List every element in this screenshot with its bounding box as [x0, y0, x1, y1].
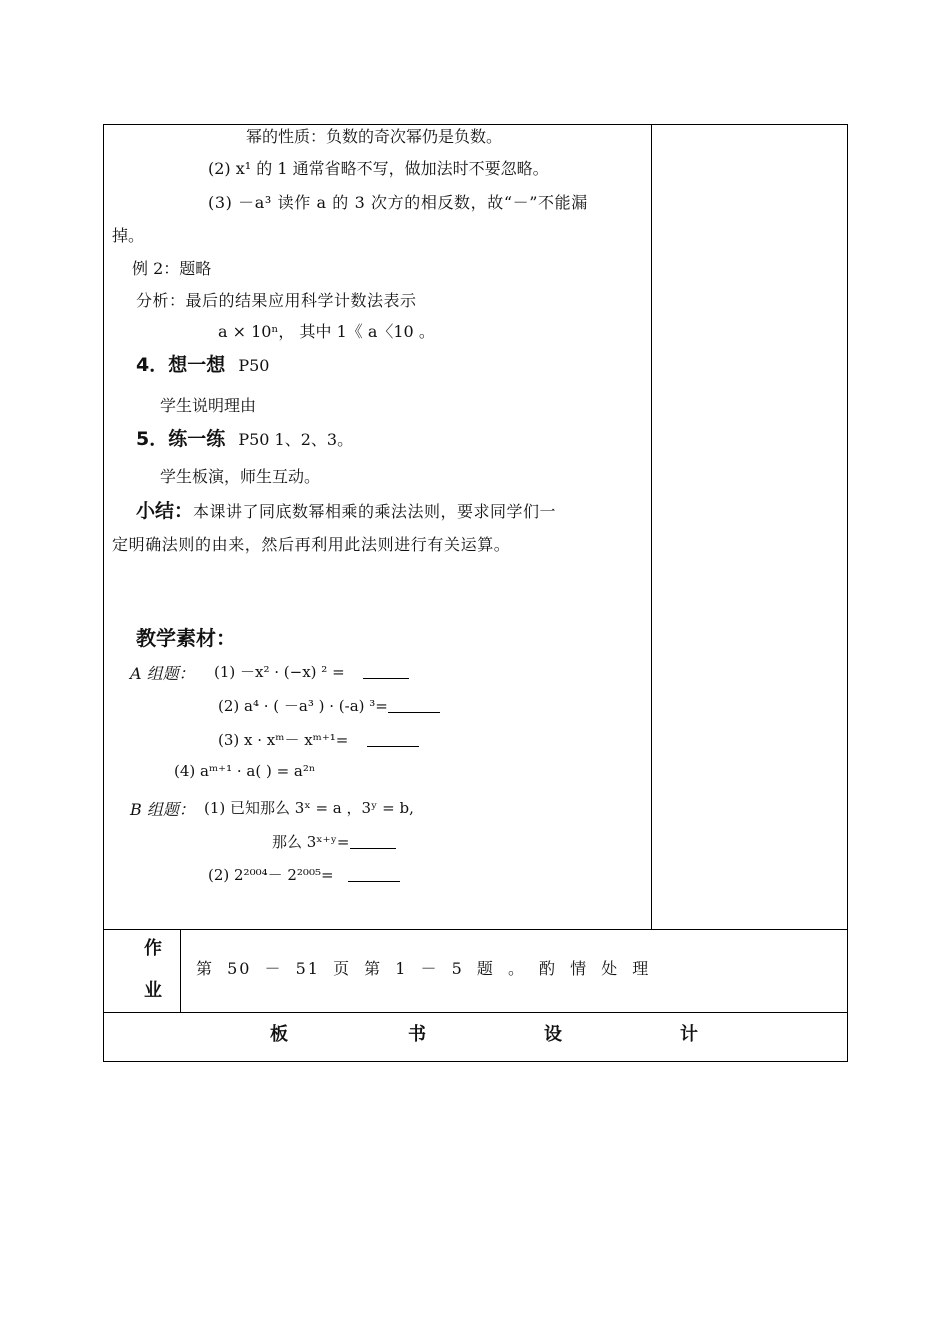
answer-blank-b2[interactable]: [348, 869, 400, 882]
answer-blank-a1[interactable]: [363, 666, 409, 679]
section-5-heading: [136, 424, 353, 451]
homework-label-divider: [180, 929, 181, 1013]
section-4-text: 学生说明理由: [160, 396, 257, 415]
power-property-line: 幂的性质：负数的奇次幂仍是负数。: [246, 127, 503, 146]
homework-label-bottom: 业: [144, 980, 162, 1001]
note-3-line: (3) －a³ 读作 a 的 3 次方的相反数，故“－”不能漏: [208, 193, 588, 212]
problem-a2: [218, 695, 440, 716]
board-char-4: 计: [680, 1024, 698, 1045]
board-row-divider: [103, 1012, 848, 1013]
materials-title: 教学素材：: [136, 626, 236, 650]
section-4-title: 想一想: [168, 354, 226, 376]
summary-text-2: 定明确法则的由来，然后再利用此法则进行有关运算。: [112, 535, 511, 554]
section-4-number: 4．: [136, 354, 169, 376]
section-5-page-ref: P50 1、2、3。: [238, 430, 354, 449]
group-b-label: B 组题：: [130, 800, 195, 819]
section-4-heading: [136, 350, 269, 377]
answer-blank-b1[interactable]: [350, 836, 396, 849]
problem-a4: (4) aᵐ⁺¹ · a( ) = a²ⁿ: [174, 762, 316, 780]
right-column-divider: [651, 124, 652, 930]
board-char-3: 设: [544, 1024, 562, 1045]
problem-b2: [208, 864, 400, 885]
problem-b1-continuation: [272, 831, 396, 852]
problem-a3: [218, 729, 419, 750]
problem-a3-text: (3) x · xᵐ－ xᵐ⁺¹=: [218, 731, 349, 749]
answer-blank-a3[interactable]: [367, 734, 419, 747]
lesson-table: [103, 124, 848, 1062]
note-2-line: (2) x¹ 的 1 通常省略不写，做加法时不要忽略。: [208, 159, 549, 178]
summary-text-1: 本课讲了同底数幂相乘的乘法法则，要求同学们一: [193, 502, 557, 521]
homework-row-divider: [103, 929, 848, 930]
section-5-title: 练一练: [168, 428, 226, 450]
section-4-page-ref: P50: [238, 356, 270, 375]
homework-label-top: 作: [144, 938, 162, 959]
summary-label: 小结：: [136, 500, 194, 522]
board-char-2: 书: [408, 1024, 426, 1045]
example-2: 例 2：题略: [132, 259, 212, 278]
note-3-continuation: 掉。: [112, 226, 145, 245]
problem-a2-text: (2) a⁴ · ( －a³ ) · (-a) ³=: [218, 697, 388, 715]
section-5-number: 5．: [136, 428, 169, 450]
homework-text: 第 50 － 51 页 第 1 － 5 题 。 酌 情 处 理: [196, 959, 651, 978]
problem-b2-text: (2) 2²⁰⁰⁴－ 2²⁰⁰⁵=: [208, 866, 334, 884]
problem-a1: [214, 661, 409, 682]
problem-b1: (1) 已知那么 3ˣ = a ，3ʸ = b,: [204, 799, 414, 817]
problem-a1-text: (1) －x² · (−x) ² =: [214, 663, 345, 681]
summary-line-1: [136, 496, 556, 523]
board-char-1: 板: [270, 1024, 288, 1045]
scientific-notation-line: a × 10ⁿ， 其中 1《 a〈10 。: [218, 322, 435, 341]
answer-blank-a2[interactable]: [388, 700, 440, 713]
analysis-line: 分析：最后的结果应用科学计数法表示: [136, 291, 417, 310]
group-a-label: A 组题：: [130, 664, 195, 683]
section-5-text: 学生板演，师生互动。: [160, 467, 321, 486]
problem-b1b-text: 那么 3ˣ⁺ʸ=: [272, 833, 350, 851]
